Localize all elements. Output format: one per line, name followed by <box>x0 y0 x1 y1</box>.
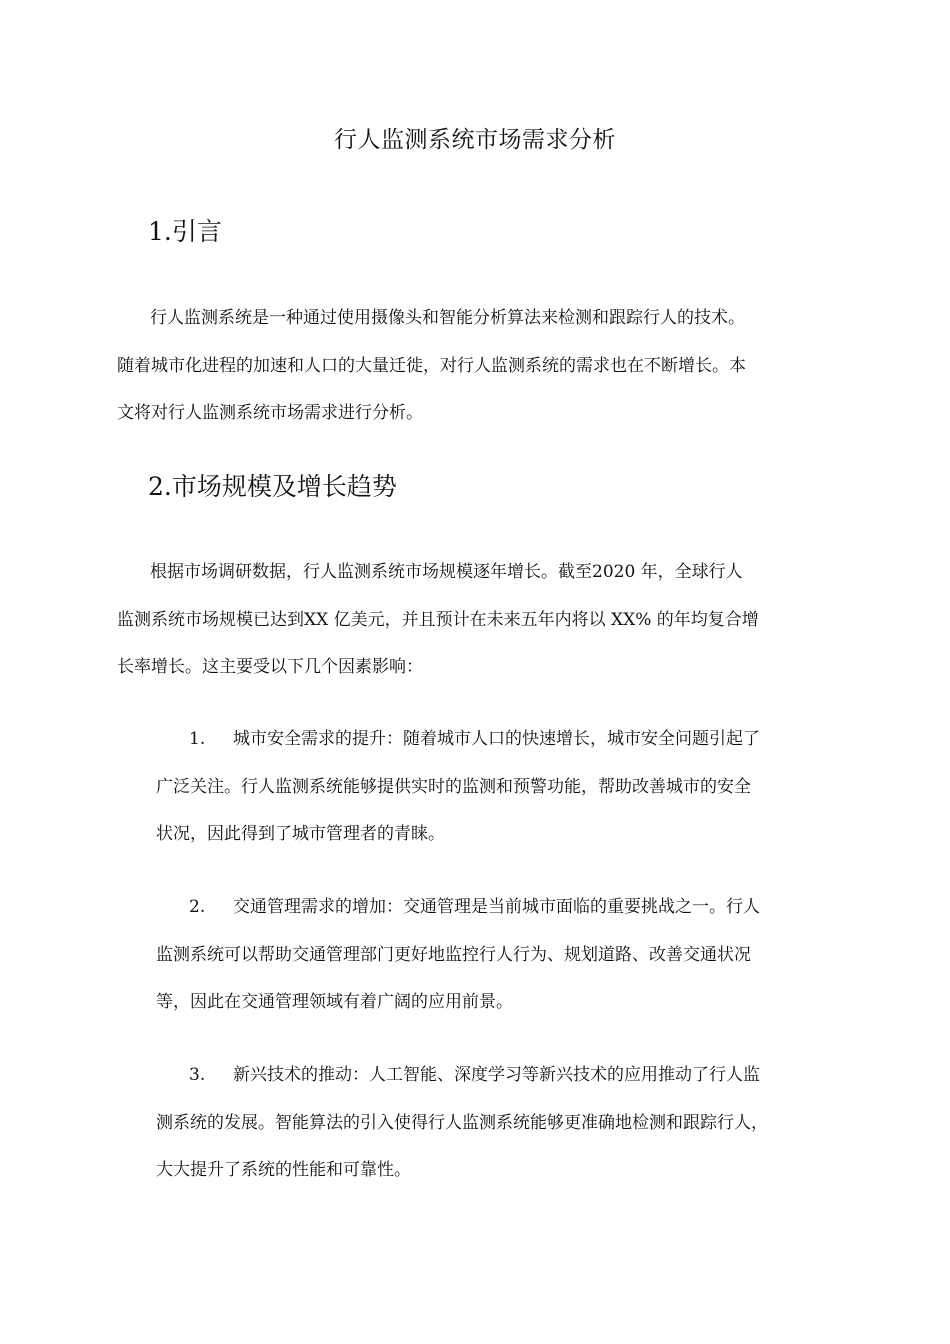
list-item-emerging-technology <box>156 1052 846 1195</box>
list-item-line: 大大提升了系统的性能和可靠性。 <box>156 1160 411 1180</box>
list-item-urban-safety <box>156 716 846 859</box>
paragraph-line: 文将对行人监测系统市场需求进行分析。 <box>117 403 423 423</box>
list-item-text: 交通管理需求的增加：交通管理是当前城市面临的重要挑战之一。行人 <box>233 897 760 917</box>
market-size-paragraph <box>117 549 837 692</box>
list-item-line: 状况，因此得到了城市管理者的青睐。 <box>156 824 445 844</box>
list-item-traffic-management <box>156 884 846 1027</box>
paragraph-line: 随着城市化进程的加速和人口的大量迁徙，对行人监测系统的需求也在不断增长。本 <box>117 355 746 376</box>
list-item-first-line <box>156 1052 846 1100</box>
list-item-line: 等，因此在交通管理领域有着广阔的应用前景。 <box>156 992 513 1012</box>
list-item-number: 2. <box>189 897 206 917</box>
list-item-first-line <box>156 884 846 932</box>
paragraph-line: 行人监测系统是一种通过使用摄像头和智能分析算法来检测和跟踪行人的技术。 <box>150 308 745 328</box>
list-item-first-line <box>156 716 846 764</box>
paragraph-line: 监测系统市场规模已达到XX 亿美元，并且预计在未来五年内将以 XX% 的年均复合增 <box>117 609 759 630</box>
section-heading-introduction: 1.引言 <box>148 217 222 246</box>
list-item-text: 新兴技术的推动：人工智能、深度学习等新兴技术的应用推动了行人监 <box>233 1065 760 1085</box>
list-item-line: 监测系统可以帮助交通管理部门更好地监控行人行为、规划道路、改善交通状况 <box>156 944 751 965</box>
paragraph-line: 长率增长。这主要受以下几个因素影响： <box>117 657 423 677</box>
list-item-line: 广泛关注。行人监测系统能够提供实时的监测和预警功能，帮助改善城市的安全 <box>156 776 751 797</box>
introduction-paragraph <box>117 295 837 438</box>
list-item-number: 3. <box>189 1065 206 1085</box>
list-item-text: 城市安全需求的提升：随着城市人口的快速增长，城市安全问题引起了 <box>233 729 760 749</box>
list-item-line: 测系统的发展。智能算法的引入使得行人监测系统能够更准确地检测和跟踪行人， <box>156 1112 768 1133</box>
paragraph-line: 根据市场调研数据，行人监测系统市场规模逐年增长。截至2020 年，全球行人 <box>150 562 743 582</box>
document-title: 行人监测系统市场需求分析 <box>334 127 616 153</box>
section-heading-market-size: 2.市场规模及增长趋势 <box>148 472 397 501</box>
list-item-number: 1. <box>189 729 206 749</box>
